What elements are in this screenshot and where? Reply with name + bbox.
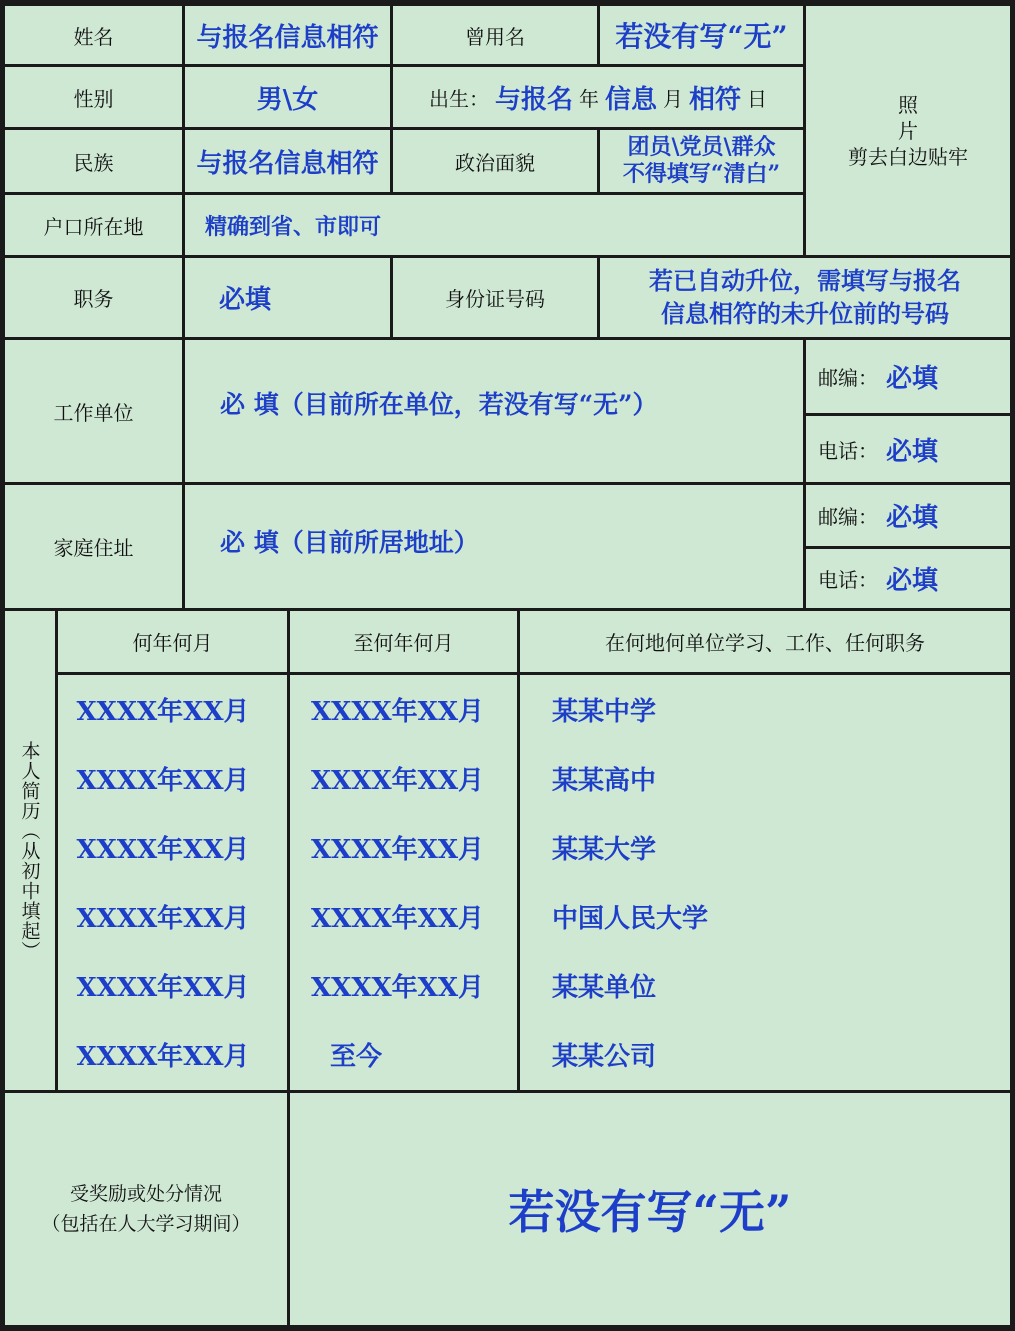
- work-postcode-label: 邮编：: [818, 366, 878, 390]
- resume-row-1-from[interactable]: XXXX年XX月: [76, 697, 250, 727]
- name-value[interactable]: 与报名信息相符: [196, 22, 379, 53]
- resume-row-3-from[interactable]: XXXX年XX月: [76, 835, 250, 865]
- hukou-label: 户口所在地: [43, 214, 144, 239]
- resume-header-to: 至何年何月: [353, 631, 454, 655]
- resume-row-3-detail[interactable]: 某某大学: [552, 835, 657, 865]
- gender-label: 性别: [73, 86, 114, 111]
- resume-row-6-to[interactable]: 至今: [330, 1042, 383, 1072]
- home-postcode-label: 邮编：: [818, 505, 878, 529]
- awards-label-line-2: （包括在人大学习期间）: [41, 1213, 251, 1235]
- birth-year-label: 年: [578, 86, 599, 111]
- resume-header-detail: 在何地何单位学习、工作、任何职务: [605, 631, 925, 655]
- home-phone-value: 必填: [886, 566, 939, 596]
- work-phone[interactable]: [818, 416, 1008, 482]
- resume-row-2-detail[interactable]: 某某高中: [552, 766, 657, 796]
- id-label: 身份证号码: [445, 287, 545, 311]
- former-name-value[interactable]: 若没有写“无”: [615, 20, 788, 53]
- birth-field[interactable]: [393, 67, 803, 127]
- home-phone-label: 电话：: [818, 568, 878, 592]
- work-phone-label: 电话：: [818, 438, 878, 463]
- resume-row-4-detail[interactable]: 中国人民大学: [552, 904, 709, 934]
- name-label: 姓名: [73, 24, 114, 49]
- resume-row-2-from[interactable]: XXXX年XX月: [76, 766, 250, 796]
- ethnicity-label: 民族: [73, 150, 114, 175]
- resume-row-5-detail[interactable]: 某某单位: [552, 973, 657, 1003]
- political-label: 政治面貌: [455, 150, 535, 175]
- awards-value[interactable]: 若没有写“无”: [508, 1185, 792, 1239]
- photo-line-3: 剪去白边贴牢: [848, 144, 968, 169]
- home-postcode[interactable]: [818, 485, 1008, 546]
- resume-row-6-detail[interactable]: 某某公司: [552, 1042, 657, 1072]
- birth-day-label: 日: [747, 86, 768, 111]
- awards-label-line-1: 受奖励或处分情况: [69, 1182, 222, 1205]
- work-phone-value: 必填: [886, 436, 939, 467]
- resume-row-5-from[interactable]: XXXX年XX月: [76, 973, 250, 1003]
- birth-month-label: 月: [663, 86, 683, 111]
- political-value-line-2: 不得填写“清白”: [622, 161, 781, 187]
- birth-part-2: 信息: [604, 84, 657, 115]
- id-value-line-1: 若已自动升位，需填写与报名: [649, 266, 961, 296]
- birth-part-3: 相符: [689, 84, 742, 115]
- divider: [517, 608, 520, 1092]
- resume-row-2-to[interactable]: XXXX年XX月: [310, 766, 485, 796]
- position-value[interactable]: 必填: [218, 285, 271, 315]
- gender-value[interactable]: 男\女: [256, 84, 319, 115]
- work-postcode-value: 必填: [886, 364, 939, 394]
- hukou-value[interactable]: 精确到省、市即可: [205, 213, 382, 240]
- resume-row-1-to[interactable]: XXXX年XX月: [310, 697, 485, 727]
- political-value-line-1: 团员\党员\群众: [627, 133, 776, 160]
- ethnicity-value[interactable]: 与报名信息相符: [196, 148, 379, 179]
- photo-area[interactable]: [806, 6, 1010, 255]
- divider: [803, 337, 806, 610]
- resume-row-5-to[interactable]: XXXX年XX月: [310, 973, 485, 1003]
- awards-label: [5, 1093, 287, 1325]
- resume-header-from: 何年何月: [132, 631, 213, 655]
- former-name-label: 曾用名: [465, 24, 525, 49]
- home-phone[interactable]: [818, 549, 1008, 608]
- photo-line-2: 片: [898, 118, 918, 143]
- photo-line-1: 照: [898, 92, 918, 117]
- home-label: 家庭住址: [53, 536, 134, 560]
- resume-row-4-to[interactable]: XXXX年XX月: [310, 904, 485, 934]
- birth-part-1: 与报名: [494, 84, 573, 115]
- border-bottom: [0, 1325, 1015, 1331]
- birth-label: 出生：: [428, 86, 489, 111]
- resume-row-1-detail[interactable]: 某某中学: [552, 697, 657, 727]
- home-postcode-value: 必填: [886, 503, 939, 533]
- id-value[interactable]: [600, 258, 1010, 337]
- id-value-line-2: 信息相符的未升位前的号码: [661, 298, 949, 328]
- resume-row-3-to[interactable]: XXXX年XX月: [310, 835, 485, 865]
- position-label: 职务: [73, 287, 114, 311]
- work-label: 工作单位: [53, 400, 134, 425]
- resume-row-6-from[interactable]: XXXX年XX月: [76, 1042, 250, 1072]
- resume-side-label: 本人简历（从初中填起）: [18, 740, 41, 961]
- work-postcode[interactable]: [818, 340, 1008, 413]
- political-value[interactable]: [600, 130, 803, 192]
- resume-row-4-from[interactable]: XXXX年XX月: [76, 904, 250, 934]
- home-value[interactable]: 必 填（目前所居地址）: [220, 528, 479, 557]
- border-right: [1010, 0, 1015, 1331]
- work-value[interactable]: 必 填（目前所在单位，若没有写“无”）: [220, 390, 658, 419]
